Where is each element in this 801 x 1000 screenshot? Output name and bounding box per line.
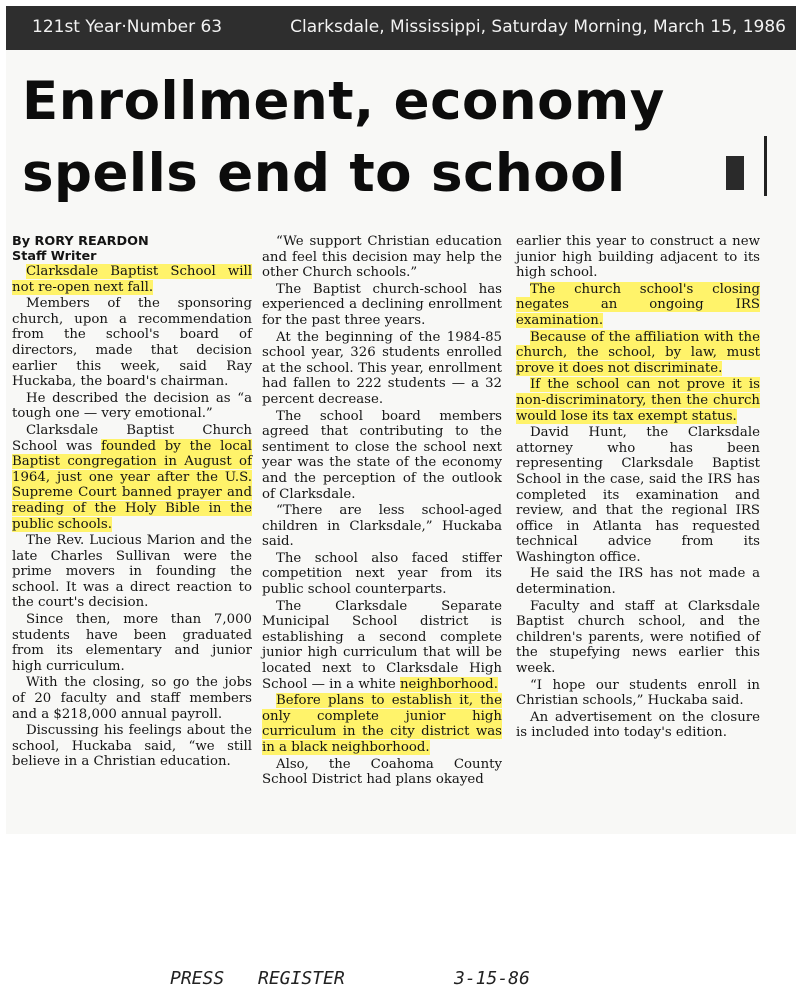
paragraph: [12, 264, 252, 295]
highlighted-text: The church school's closing negates an ongoing IRS examination.: [516, 281, 760, 328]
byline-role: Staff Writer: [12, 249, 97, 264]
highlighted-text: Before plans to establish it, the only complete junior high curriculum in the city district was in a black neighborhood.: [262, 693, 502, 755]
newspaper-clipping: [6, 6, 796, 834]
paragraph: The Rev. Lucious Marion and the late Charles Sullivan were the prime movers in founding the school. It was a direct reaction to the court's decision.: [12, 533, 252, 611]
print-artifact: [726, 156, 744, 190]
headline: [22, 66, 792, 210]
article-column-1: [12, 234, 252, 771]
paragraph: [516, 330, 760, 377]
paragraph: [12, 423, 252, 532]
paragraph: [516, 377, 760, 424]
headline-line-2: spells end to school: [22, 143, 626, 204]
paragraph: Members of the sponsoring church, upon a recommendation from the school's board of directors, made that decision earlier this week, said Ray Huckaba, the board's chairman.: [12, 296, 252, 390]
paragraph: Faculty and staff at Clarksdale Baptist church school, and the children's parents, were notified of the stupefying news earlier this week.: [516, 598, 760, 677]
paragraph: [516, 282, 760, 329]
source-paper: PRESS: [170, 968, 225, 989]
article-column-3: [516, 234, 760, 742]
paragraph: The school also faced stiffer competition next year from its public school counterparts.: [262, 550, 502, 598]
paragraph: He described the decision as “a tough one — very emotional.”: [12, 390, 252, 422]
paragraph: [262, 599, 502, 693]
paragraph-text: The Clarksdale Separate Municipal School district is establishing a second complete junior high curriculum that will be located next to Clarksdale High School — in a white: [262, 598, 502, 692]
source-date: 3-15-86: [454, 968, 530, 989]
article-column-2: [262, 234, 502, 789]
highlighted-text: If the school can not prove it is non-discriminatory, then the church would lose its tax exempt status.: [516, 377, 760, 424]
paragraph: The Baptist church-school has experienced a declining enrollment for the past three years.: [262, 281, 502, 328]
highlighted-text: neighborhood.: [399, 676, 498, 692]
paragraph-text: Clarksdale Baptist Church School was: [12, 422, 252, 454]
dateline: Clarksdale, Mississippi, Saturday Morning, March 15, 1986: [290, 17, 786, 37]
paragraph: An advertisement on the closure is included into today's edition.: [516, 709, 760, 741]
paragraph: At the beginning of the 1984-85 school year, 326 students enrolled at the school. This year, enrollment had fallen to 222 students — a 32 percent decrease.: [262, 329, 502, 407]
headline-line-1: Enrollment, economy: [22, 71, 665, 132]
paragraph: He said the IRS has not made a determination.: [516, 566, 760, 598]
paragraph: With the closing, so go the jobs of 20 faculty and staff members and a $218,000 annual payroll.: [12, 675, 252, 722]
issue-number: 121st Year·Number 63: [32, 17, 223, 37]
highlighted-text: founded by the local Baptist congregation in August of 1964, just one year after the U.S. Supreme Court banned prayer and reading of the Holy Bible in the public schools.: [12, 438, 252, 532]
masthead-bar: [6, 6, 796, 50]
paragraph: Also, the Coahoma County School District had plans okayed: [262, 756, 502, 788]
paragraph: The school board members agreed that contributing to the sentiment to close the school next year was the state of the economy and the perception of the outlook of Clarksdale.: [262, 408, 502, 502]
paragraph: Discussing his feelings about the school, Huckaba said, “we still believe in a Christian education.: [12, 723, 252, 770]
paragraph: Since then, more than 7,000 students have been graduated from its elementary and junior high curriculum.: [12, 612, 252, 674]
source-name: REGISTER: [258, 968, 345, 989]
byline-author: By RORY REARDON: [12, 234, 149, 249]
paragraph: “There are less school-aged children in Clarksdale,” Huckaba said.: [262, 503, 502, 550]
highlighted-text: Because of the affiliation with the church, the school, by law, must prove it does not discriminate.: [516, 329, 760, 376]
paragraph: earlier this year to construct a new junior high building adjacent to its high school.: [516, 234, 760, 281]
paragraph: “We support Christian education and feel this decision may help the other Church schools.”: [262, 234, 502, 281]
highlighted-text: Clarksdale Baptist School will not re-open next fall.: [12, 264, 252, 295]
paragraph: “I hope our students enroll in Christian schools,” Huckaba said.: [516, 677, 760, 709]
paragraph: David Hunt, the Clarksdale attorney who has been representing Clarksdale Baptist School in the case, said the IRS has completed its examination and review, and that the regional IRS office in Atlanta has requested technical advice from its Washington office.: [516, 425, 760, 565]
paragraph: [262, 693, 502, 755]
print-artifact: [764, 136, 767, 196]
